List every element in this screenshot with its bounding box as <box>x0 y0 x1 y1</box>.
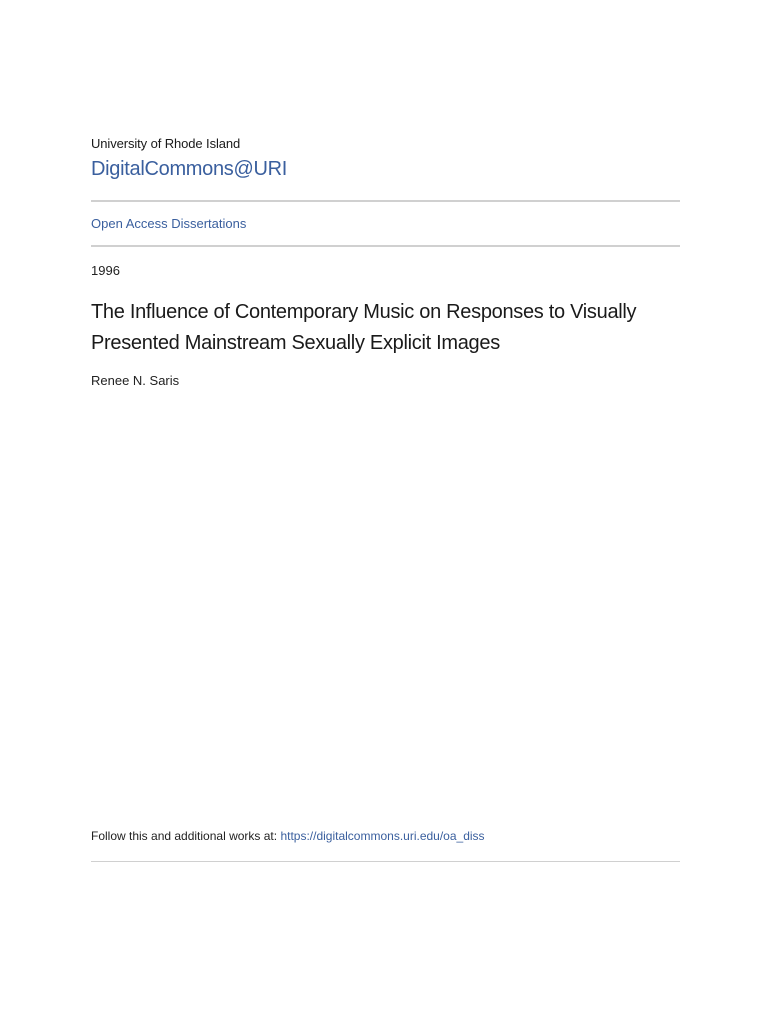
divider <box>91 861 680 862</box>
institution-name: University of Rhode Island <box>91 136 241 151</box>
author-name: Renee N. Saris <box>91 373 180 388</box>
divider <box>91 245 680 247</box>
follow-url-link[interactable]: https://digitalcommons.uri.edu/oa_diss <box>280 829 485 843</box>
repository-link[interactable]: DigitalCommons@URI <box>91 158 288 180</box>
divider <box>91 200 680 202</box>
follow-line <box>91 829 485 843</box>
publication-year: 1996 <box>91 263 120 278</box>
follow-text: Follow this and additional works at: <box>91 829 281 843</box>
collection-link[interactable]: Open Access Dissertations <box>91 216 247 231</box>
document-title: The Influence of Contemporary Music on Responses to Visually Presented Mainstream Sexually Explicit Images <box>91 301 637 354</box>
